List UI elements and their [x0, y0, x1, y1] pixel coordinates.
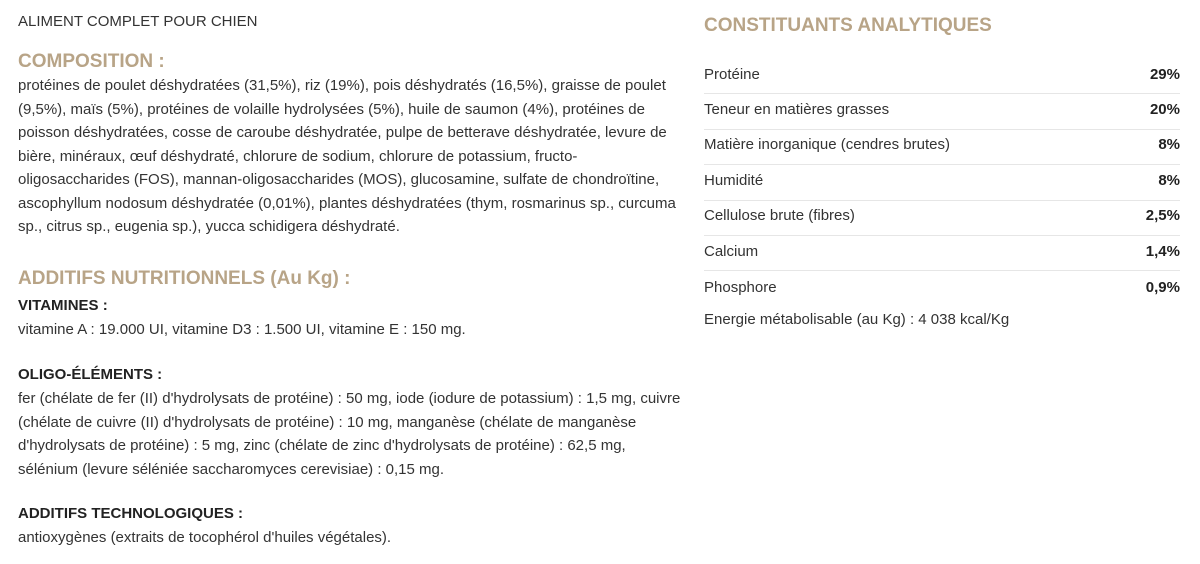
nutritional-additives-heading: ADDITIFS NUTRITIONNELS (Au Kg) :: [18, 267, 351, 289]
composition-column: [18, 0, 688, 550]
analytics-row-value: 20%: [1149, 101, 1180, 119]
analytics-row-label: Calcium: [704, 242, 759, 260]
analytics-row-value: 8%: [1158, 171, 1180, 189]
composition-text: protéines de poulet déshydratées (31,5%), riz (19%), pois déshydratés (16,5%), graisse de poulet (9,5%), maïs (5%), protéines de volaille hydrolysées (5%), huile de saumon (4%), protéines de poisson déshydratées, cosse de caroube déshydratée, pulpe de betterave déshydratée, levure de bière, minéraux, œuf déshydraté, chlorure de sodium, chlorure de potassium, fructo-oligosaccharides (FOS), mannan-oligosaccharides (MOS), glucosamine, sulfate de chondroïtine, ascophyllum nodosum déshydratée (0,01%), plantes déshydratées (thym, rosmarinus sp., curcuma sp., citrus sp., eugenia sp.), yucca schidigera déshydraté.: [18, 77, 676, 235]
analytics-row-calcium: [704, 236, 1180, 271]
analytics-row-ash: [704, 130, 1180, 165]
analytics-row-value: 8%: [1158, 136, 1180, 154]
trace-elements-heading: OLIGO-ÉLÉMENTS :: [18, 366, 163, 383]
technological-additives-heading: ADDITIFS TECHNOLOGIQUES :: [18, 505, 243, 522]
analytics-row-protein: [704, 59, 1180, 94]
metabolizable-energy: Energie métabolisable (au Kg) : 4 038 kcal/Kg: [704, 310, 1010, 328]
analytics-row-fat: [704, 94, 1180, 129]
technological-additives-text: antioxygènes (extraits de tocophérol d'huiles végétales).: [18, 529, 392, 546]
trace-elements-text: fer (chélate de fer (II) d'hydrolysats de protéine) : 50 mg, iode (iodure de potassium) : 1,5 mg, cuivre (chélate de cuivre (II) d'hydrolysats de protéine) : 10 mg, manganèse (chélate de manganèse d'hydrolysats de protéine) : 5 mg, zinc (chélate de zinc d'hydrolysats de protéine) : 62,5 mg, sélénium (levure séléniée saccharomyces cerevisiae) : 0,15 mg.: [18, 390, 681, 478]
analytics-table: [704, 59, 1180, 307]
analytics-row-value: 29%: [1149, 65, 1180, 83]
analytics-row-value: 0,9%: [1145, 278, 1180, 296]
product-type-label: ALIMENT COMPLET POUR CHIEN: [18, 13, 258, 30]
analytics-row-fibre: [704, 201, 1180, 236]
analytics-row-label: Matière inorganique (cendres brutes): [704, 136, 950, 154]
analytics-column: [704, 0, 1180, 345]
analytics-heading: CONSTITUANTS ANALYTIQUES: [704, 15, 992, 36]
analytics-row-value: 2,5%: [1145, 207, 1180, 225]
analytics-row-phosphorus: [704, 271, 1180, 306]
composition-heading: COMPOSITION :: [18, 51, 165, 72]
analytics-row-label: Teneur en matières grasses: [704, 101, 890, 119]
analytics-row-label: Phosphore: [704, 278, 777, 296]
vitamins-heading: VITAMINES :: [18, 296, 108, 314]
analytics-row-value: 1,4%: [1145, 242, 1180, 260]
vitamins-text: vitamine A : 19.000 UI, vitamine D3 : 1.500 UI, vitamine E : 150 mg.: [18, 320, 466, 338]
analytics-row-moisture: [704, 165, 1180, 200]
analytics-row-label: Protéine: [704, 65, 760, 83]
analytics-row-label: Humidité: [704, 171, 764, 189]
analytics-row-label: Cellulose brute (fibres): [704, 207, 855, 225]
